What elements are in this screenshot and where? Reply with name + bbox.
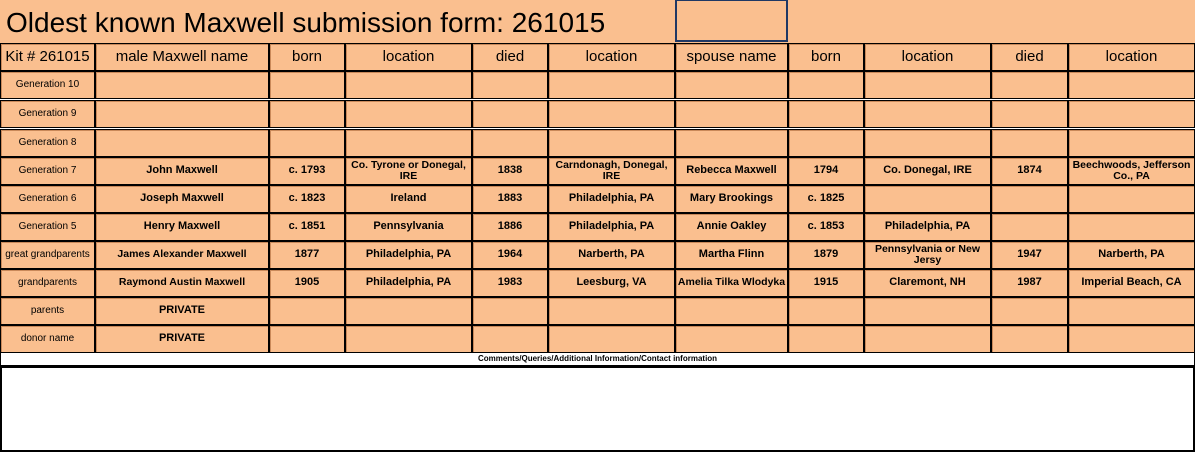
cell-male-died-location[interactable]: Leesburg, VA — [548, 269, 675, 297]
header-kit-label: Kit # 261015 — [0, 43, 95, 71]
cell-male-born-location[interactable] — [345, 325, 472, 353]
cell-spouse-born[interactable] — [788, 71, 864, 99]
selected-cell[interactable] — [675, 0, 788, 42]
cell-male-born-location[interactable] — [345, 297, 472, 325]
cell-male-died[interactable] — [472, 71, 548, 99]
header-spouse-name: spouse name — [675, 43, 788, 71]
cell-spouse-born-location[interactable]: Claremont, NH — [864, 269, 991, 297]
cell-spouse-died[interactable]: 1947 — [991, 241, 1068, 269]
cell-male-name[interactable]: James Alexander Maxwell — [95, 241, 269, 269]
cell-spouse-born-location[interactable] — [864, 325, 991, 353]
cell-male-name[interactable]: PRIVATE — [95, 325, 269, 353]
cell-spouse-died[interactable] — [991, 325, 1068, 353]
cell-spouse-died-location[interactable] — [1068, 297, 1195, 325]
header-spouse-born-location: location — [864, 43, 991, 71]
cell-spouse-died-location[interactable] — [1068, 71, 1195, 99]
cell-male-died[interactable]: 1883 — [472, 185, 548, 213]
cell-spouse-born[interactable]: 1794 — [788, 157, 864, 185]
cell-male-died-location[interactable] — [548, 100, 675, 128]
row-label: donor name — [0, 325, 95, 353]
cell-spouse-born[interactable] — [788, 297, 864, 325]
cell-spouse-born[interactable] — [788, 325, 864, 353]
cell-spouse-born[interactable]: 1915 — [788, 269, 864, 297]
cell-spouse-name[interactable] — [675, 71, 788, 99]
title-band — [0, 0, 1195, 43]
cell-male-born-location[interactable]: Co. Tyrone or Donegal, IRE — [345, 157, 472, 185]
cell-spouse-name[interactable]: Rebecca Maxwell — [675, 157, 788, 185]
cell-spouse-born-location[interactable]: Pennsylvania or New Jersy — [864, 241, 991, 269]
cell-male-born[interactable]: c. 1851 — [269, 213, 345, 241]
cell-spouse-born[interactable]: c. 1853 — [788, 213, 864, 241]
row-label: Generation 8 — [0, 129, 95, 157]
cell-male-name[interactable] — [95, 129, 269, 157]
cell-male-name[interactable] — [95, 100, 269, 128]
header-male-born: born — [269, 43, 345, 71]
cell-male-name[interactable]: Raymond Austin Maxwell — [95, 269, 269, 297]
cell-spouse-born-location[interactable] — [864, 185, 991, 213]
header-male-name: male Maxwell name — [95, 43, 269, 71]
cell-male-died-location[interactable]: Narberth, PA — [548, 241, 675, 269]
row-label: Generation 9 — [0, 100, 95, 128]
cell-male-born[interactable] — [269, 297, 345, 325]
cell-spouse-died[interactable] — [991, 297, 1068, 325]
header-male-born-location: location — [345, 43, 472, 71]
cell-male-born-location[interactable] — [345, 129, 472, 157]
cell-male-name[interactable] — [95, 71, 269, 99]
cell-male-born-location[interactable] — [345, 100, 472, 128]
cell-male-born-location[interactable]: Ireland — [345, 185, 472, 213]
cell-male-died[interactable]: 1886 — [472, 213, 548, 241]
cell-male-born[interactable] — [269, 71, 345, 99]
cell-male-died-location[interactable]: Philadelphia, PA — [548, 185, 675, 213]
cell-spouse-died[interactable] — [991, 213, 1068, 241]
cell-spouse-died-location[interactable] — [1068, 213, 1195, 241]
cell-spouse-name[interactable]: Mary Brookings — [675, 185, 788, 213]
cell-spouse-died[interactable]: 1874 — [991, 157, 1068, 185]
cell-male-died-location[interactable]: Philadelphia, PA — [548, 213, 675, 241]
cell-spouse-died[interactable] — [991, 185, 1068, 213]
row-label: parents — [0, 297, 95, 325]
cell-spouse-died-location[interactable] — [1068, 100, 1195, 128]
cell-male-died[interactable] — [472, 325, 548, 353]
bottom-margin — [0, 452, 1199, 459]
cell-spouse-born-location[interactable] — [864, 71, 991, 99]
cell-male-died[interactable] — [472, 129, 548, 157]
cell-spouse-died[interactable] — [991, 129, 1068, 157]
cell-male-name[interactable]: PRIVATE — [95, 297, 269, 325]
cell-male-died[interactable]: 1964 — [472, 241, 548, 269]
cell-spouse-born-location[interactable]: Philadelphia, PA — [864, 213, 991, 241]
cell-spouse-died[interactable] — [991, 100, 1068, 128]
cell-male-died[interactable] — [472, 297, 548, 325]
cell-spouse-born[interactable] — [788, 100, 864, 128]
comments-label: Comments/Queries/Additional Information/Contact information — [0, 352, 1195, 366]
cell-spouse-died-location[interactable] — [1068, 129, 1195, 157]
cell-spouse-name[interactable]: Amelia Tilka Wlodyka — [675, 269, 788, 297]
cell-male-born-location[interactable]: Philadelphia, PA — [345, 269, 472, 297]
cell-spouse-died-location[interactable]: Beechwoods, Jefferson Co., PA — [1068, 157, 1195, 185]
cell-spouse-born[interactable] — [788, 129, 864, 157]
cell-male-died-location[interactable] — [548, 71, 675, 99]
cell-spouse-died-location[interactable]: Narberth, PA — [1068, 241, 1195, 269]
header-spouse-born: born — [788, 43, 864, 71]
cell-spouse-died[interactable] — [991, 71, 1068, 99]
cell-male-died-location[interactable] — [548, 325, 675, 353]
cell-spouse-born[interactable]: c. 1825 — [788, 185, 864, 213]
cell-spouse-name[interactable] — [675, 129, 788, 157]
row-label: grandparents — [0, 269, 95, 297]
cell-male-born[interactable]: 1877 — [269, 241, 345, 269]
row-label: great grandparents — [0, 241, 95, 269]
cell-male-died[interactable]: 1983 — [472, 269, 548, 297]
header-spouse-died: died — [991, 43, 1068, 71]
cell-male-born-location[interactable] — [345, 71, 472, 99]
cell-spouse-born[interactable]: 1879 — [788, 241, 864, 269]
cell-male-died-location[interactable] — [548, 129, 675, 157]
cell-spouse-name[interactable] — [675, 325, 788, 353]
cell-spouse-born-location[interactable] — [864, 129, 991, 157]
cell-spouse-born-location[interactable]: Co. Donegal, IRE — [864, 157, 991, 185]
cell-male-born[interactable]: c. 1823 — [269, 185, 345, 213]
cell-male-born[interactable] — [269, 129, 345, 157]
row-label: Generation 6 — [0, 185, 95, 213]
cell-male-name[interactable]: Joseph Maxwell — [95, 185, 269, 213]
cell-male-born[interactable] — [269, 100, 345, 128]
cell-male-died-location[interactable] — [548, 297, 675, 325]
cell-spouse-died-location[interactable] — [1068, 325, 1195, 353]
cell-male-born-location[interactable]: Philadelphia, PA — [345, 241, 472, 269]
header-spouse-died-location: location — [1068, 43, 1195, 71]
cell-spouse-born-location[interactable] — [864, 100, 991, 128]
cell-spouse-died-location[interactable] — [1068, 185, 1195, 213]
cell-spouse-born-location[interactable] — [864, 297, 991, 325]
cell-male-born[interactable] — [269, 325, 345, 353]
row-label: Generation 7 — [0, 157, 95, 185]
cell-male-died[interactable]: 1838 — [472, 157, 548, 185]
cell-spouse-name[interactable]: Annie Oakley — [675, 213, 788, 241]
cell-spouse-died[interactable]: 1987 — [991, 269, 1068, 297]
cell-male-born-location[interactable]: Pennsylvania — [345, 213, 472, 241]
cell-spouse-name[interactable] — [675, 100, 788, 128]
cell-male-born[interactable]: c. 1793 — [269, 157, 345, 185]
row-label: Generation 10 — [0, 71, 95, 99]
form-title: Oldest known Maxwell submission form: 261015 — [6, 7, 606, 38]
header-male-died: died — [472, 43, 548, 71]
cell-male-died-location[interactable]: Carndonagh, Donegal, IRE — [548, 157, 675, 185]
cell-spouse-died-location[interactable]: Imperial Beach, CA — [1068, 269, 1195, 297]
cell-spouse-name[interactable] — [675, 297, 788, 325]
cell-male-name[interactable]: Henry Maxwell — [95, 213, 269, 241]
cell-male-name[interactable]: John Maxwell — [95, 157, 269, 185]
row-label: Generation 5 — [0, 213, 95, 241]
cell-male-died[interactable] — [472, 100, 548, 128]
comments-field[interactable] — [0, 366, 1195, 452]
header-male-died-location: location — [548, 43, 675, 71]
cell-spouse-name[interactable]: Martha Flinn — [675, 241, 788, 269]
cell-male-born[interactable]: 1905 — [269, 269, 345, 297]
